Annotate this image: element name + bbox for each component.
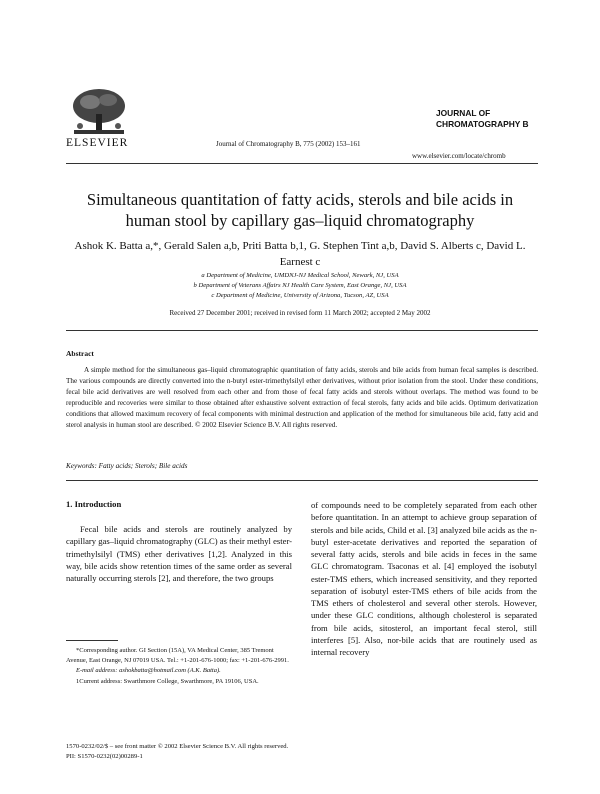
journal-website-link[interactable]: www.elsevier.com/locate/chromb	[412, 152, 506, 160]
journal-logo	[436, 108, 529, 130]
journal-citation: Journal of Chromatography B, 775 (2002) 153–161	[216, 140, 361, 148]
body-column-right: of compounds need to be completely separated from each other before quantitation. In an attempt to achieve group separation of sterols and bile acids, Child et al. [3] analyzed bile acids as the n-butyl ester-acetate derivatives and reported the separation of several fatty acids, sterols and bile acids in feces in the same GLC chromatogram. Tsaconas et al. [4] employed the isobutyl ester-TMS ethers, which increased sensitivity, and they reported separation of isobutyl ester-TMS ethers of bile acids from the TMS ethers of cholesterol and several other sterols. However, under these GLC conditions, although cholesterol is separated from bile acids, sitosterol, an important fecal sterol, still interferes [5]. Also, nor-bile acids that are routinely used as internal recovery	[311, 500, 537, 657]
abstract-top-divider	[66, 330, 538, 331]
header-divider	[66, 163, 538, 164]
abstract-text: A simple method for the simultaneous gas–liquid chromatographic quantitation of fatty acids, sterols and bile acids from human fecal samples is described. The various compounds are directly converted into the n-butyl ester-trimethylsilyl ether derivatives, without prior isolation from the stool. Under these conditions, fecal bile acid derivatives are well resolved from each other and from those of fecal fatty acids and sterols without overlaps. The method was found to be reproducible and recoveries were similar to those obtained after exhaustive solvent extraction of fecal sterols, fatty acids and bile acids. Optimum derivatization conditions that allowed maximum recovery of fecal components with minimal destruction and application of the method for simultaneous bile acid, fatty acid and sterol analysis in human stool are described. © 2002 Elsevier Science B.V. All rights reserved.	[66, 366, 538, 429]
elsevier-tree-logo-icon	[68, 86, 130, 138]
footnote-corresponding: *Corresponding author. GI Section (15A), VA Medical Center, 385 Tremont Avenue, East Orange, NJ 07019 USA. Tel.: +1-201-676-1000; fax: +1-201-676-2991.	[66, 647, 289, 665]
section-heading-introduction: 1. Introduction	[66, 499, 122, 509]
footer-copyright: 1570-0232/02/$ – see front matter © 2002 Elsevier Science B.V. All rights reserved.	[66, 743, 289, 750]
footer-pii: PII: S1570-0232(02)00289-1	[66, 753, 143, 760]
abstract-bottom-divider	[66, 480, 538, 481]
footnote-divider	[66, 640, 118, 641]
journal-logo-line1: JOURNAL OF	[436, 108, 491, 118]
publisher-name: ELSEVIER	[66, 137, 129, 149]
body-column-left: Fecal bile acids and sterols are routinely analyzed by capillary gas–liquid chromatography (GLC) as their methyl ester-trimethylsilyl (TMS) ether derivatives [1,2]. Analyzed in this way, bile acids show retention times of the same order as several naturally occurring sterols [2], and therefore, the two groups	[66, 524, 292, 583]
keywords: Keywords: Fatty acids; Sterols; Bile acids	[66, 462, 188, 470]
page-footer	[66, 742, 288, 762]
affiliation-c: c Department of Medicine, University of Arizona, Tucson, AZ, USA	[211, 292, 389, 299]
affiliations	[70, 271, 530, 301]
abstract-heading: Abstract	[66, 349, 94, 358]
affiliation-b: b Department of Veterans Affairs NJ Health Care System, East Orange, NJ, USA	[193, 282, 407, 289]
affiliation-a: a Department of Medicine, UMDNJ-NJ Medical School, Newark, NJ, USA	[201, 272, 399, 279]
article-title: Simultaneous quantitation of fatty acids, sterols and bile acids in human stool by capillary gas–liquid chromatography	[86, 190, 514, 230]
footnote-email[interactable]: E-mail address: ashokbatta@hotmail.com (A.K. Batta).	[76, 667, 221, 675]
received-dates: Received 27 December 2001; received in revised form 11 March 2002; accepted 2 May 2002	[169, 309, 431, 317]
journal-logo-line2: CHROMATOGRAPHY B	[436, 119, 529, 129]
footnotes	[66, 646, 292, 687]
author-list: Ashok K. Batta a,*, Gerald Salen a,b, Priti Batta b,1, G. Stephen Tint a,b, David S. Alberts c, David L. Earnest c	[74, 240, 526, 268]
footnote-current-address: 1Current address: Swarthmore College, Swarthmore, PA 19106, USA.	[76, 677, 259, 685]
